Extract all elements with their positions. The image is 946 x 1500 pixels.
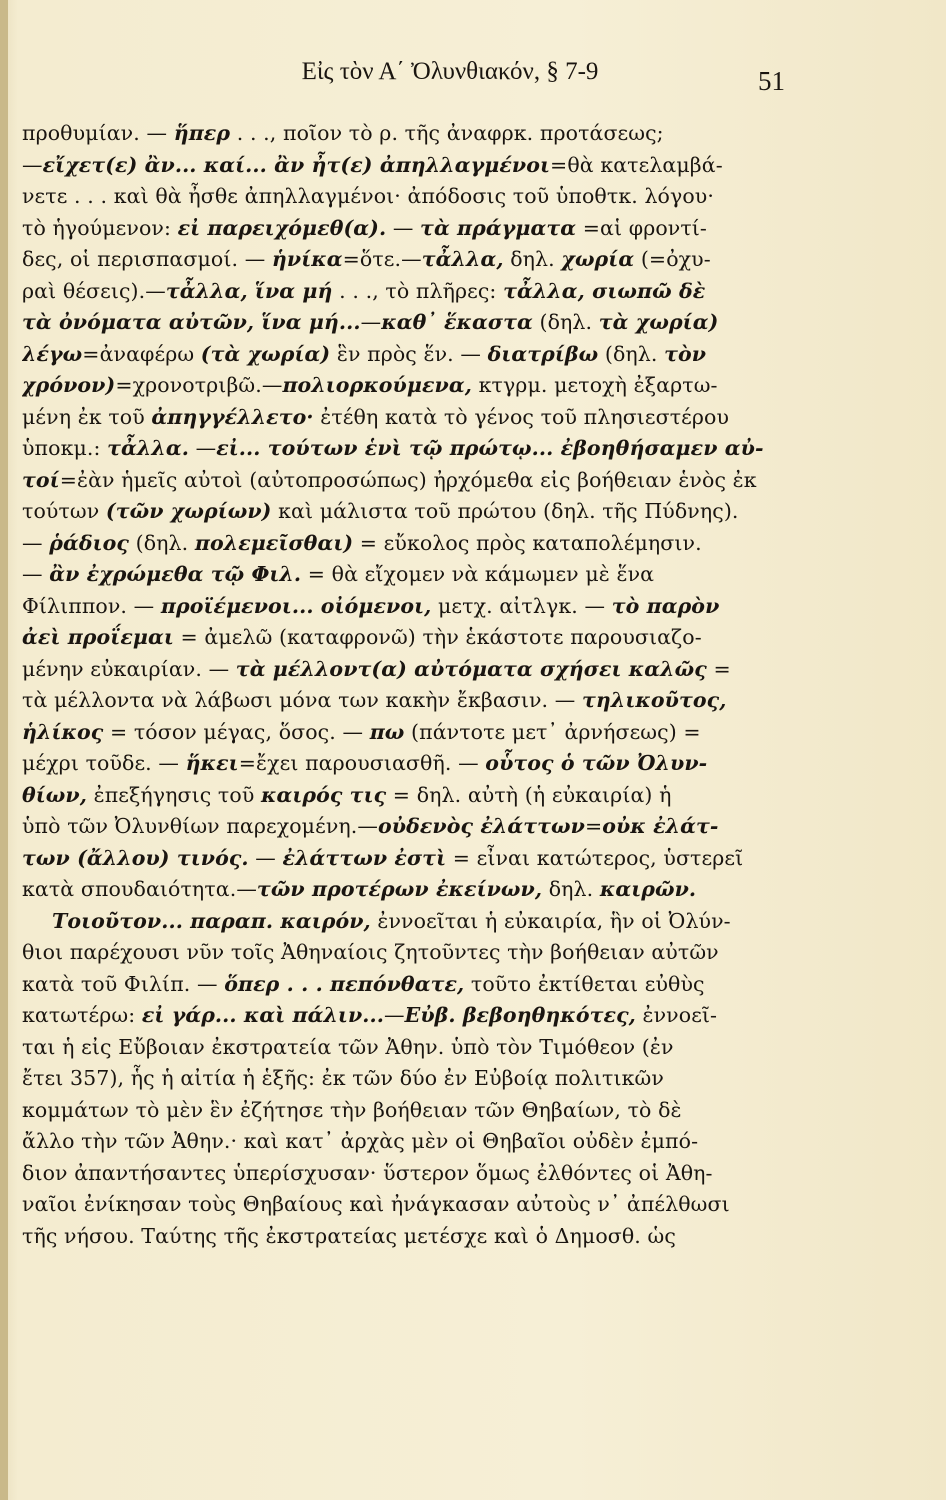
text-line <box>22 685 782 717</box>
lemma-text: πω <box>369 719 405 744</box>
gloss-text: μέχρι τοῦδε. — <box>22 751 186 775</box>
gloss-text: =ὅτε.— <box>342 247 422 271</box>
lemma-text: εἰ... τούτων ἑνὶ τῷ πρώτῳ... ἐβοηθήσαμεν αὐ- <box>216 436 764 460</box>
text-line <box>22 969 782 1001</box>
gloss-text: προθυμίαν. — <box>22 121 174 145</box>
text-line <box>22 496 782 528</box>
gloss-text: τὰ μέλλοντα νὰ λάβωσι μόνα των κακὴν ἔκβασιν. — <box>22 688 583 712</box>
gloss-text: (δηλ. <box>598 341 665 366</box>
lemma-text: ἥκει <box>185 751 239 775</box>
gloss-text: ναῖοι ἐνίκησαν τοὺς Θηβαίους καὶ ἠνάγκασαν αὐτοὺς ν᾽ ἀπέλθωσι <box>22 1192 730 1216</box>
gloss-text: ἔτει 357), ἧς ἡ αἰτία ἡ ἑξῆς: ἐκ τῶν δύο ἐν Εὐβοίᾳ πολιτικῶν <box>22 1066 664 1090</box>
text-line <box>22 1063 782 1095</box>
lemma-text: Εὐβ. βεβοηθηκότες, <box>404 1003 636 1027</box>
gloss-text: ται ἡ εἰς Εὔβοιαν ἐκστρατεία τῶν Ἀθην. ὑπὸ τὸν Τιμόθεον (ἐν <box>22 1034 674 1059</box>
text-line <box>22 433 782 465</box>
gloss-text: νετε . . . καὶ θὰ ἦσθε ἀπηλλαγμένοι· ἀπόδοσις τοῦ ὑποθτκ. λόγου· <box>22 184 714 208</box>
text-line <box>22 654 782 686</box>
gloss-text: δηλ. <box>503 247 562 271</box>
text-line <box>22 1095 782 1127</box>
lemma-text: ἡλίκος <box>22 719 104 744</box>
commentary-text <box>22 118 782 1252</box>
gloss-text: — <box>22 530 50 555</box>
gloss-text: ἄλλο τὴν τῶν Ἀθην.· καὶ κατ᾽ ἀρχὰς μὲν οἱ Θηβαῖοι οὐδὲν ἐμπό- <box>22 1129 699 1153</box>
gloss-text: =χρονοτριβῶ.— <box>115 373 283 397</box>
lemma-text: τἆλλα, ἵνα μή <box>165 278 333 303</box>
gloss-text: — <box>189 436 217 460</box>
lemma-text: τὰ μέλλοντ(α) αὐτόματα σχήσει καλῶς <box>235 656 707 681</box>
text-line <box>22 1221 782 1253</box>
lemma-text: ῥάδιος <box>49 530 129 555</box>
gloss-text: κατωτέρω: <box>22 1003 142 1027</box>
gloss-text: ὑποκμ.: <box>22 436 108 460</box>
text-line <box>22 1126 782 1158</box>
text-line <box>22 181 782 213</box>
gloss-text: δες, οἱ περισπασμοί. — <box>22 247 272 271</box>
gloss-text: μένη ἐκ τοῦ <box>22 404 152 429</box>
gloss-text: = δηλ. αὐτὴ (ἡ εὐκαιρία) ἡ <box>386 782 672 807</box>
gloss-text: . . ., ποῖον τὸ ρ. τῆς ἀναφρκ. προτάσεως; <box>230 121 664 145</box>
text-line <box>22 276 782 308</box>
lemma-text: τἆλλα. <box>107 436 189 460</box>
gloss-text: — <box>386 215 421 240</box>
text-line <box>22 622 782 654</box>
gloss-text: =αἱ φροντί- <box>576 215 707 240</box>
gloss-text: = ἀμελῶ (καταφρονῶ) τὴν ἑκάστοτε παρουσιαζο- <box>173 625 702 649</box>
lemma-text: καθ᾽ ἕκαστα <box>381 310 533 334</box>
gloss-text: (=ὀχυ- <box>634 247 711 271</box>
gloss-text: — <box>360 310 382 334</box>
gloss-text: ραὶ θέσεις).— <box>22 278 166 303</box>
lemma-text: τὰ ὀνόματα αὐτῶν, ἵνα μή... <box>22 310 361 334</box>
page-gutter-shadow <box>0 0 8 1500</box>
gloss-text: ἐπεξήγησις τοῦ <box>86 782 261 807</box>
gloss-text: = εὔκολος πρὸς καταπολέμησιν. <box>353 530 702 555</box>
gloss-text: τῆς νήσου. Ταύτης τῆς ἐκστρατείας μετέσχε καὶ ὁ Δημοσθ. ὡς <box>22 1223 676 1248</box>
lemma-text: ἂν ἐχρώμεθα τῷ Φιλ. <box>49 562 302 586</box>
text-line <box>22 748 782 780</box>
lemma-text: θίων, <box>22 782 87 807</box>
lemma-text: ἡνίκα <box>271 247 343 271</box>
gloss-text: μετχ. αἰτλγκ. — <box>431 593 612 618</box>
text-line <box>22 559 782 591</box>
gloss-text: . . ., τὸ πλῆρες: <box>332 278 504 303</box>
gloss-text: (δηλ. <box>532 310 599 334</box>
text-line <box>22 717 782 749</box>
lemma-text: ὅπερ . . . πεπόνθατε, <box>224 971 465 996</box>
lemma-text: (τὰ χωρία) <box>200 341 331 366</box>
text-line <box>22 591 782 623</box>
gloss-text: δηλ. <box>542 877 600 901</box>
gloss-text: θιοι παρέχουσι νῦν τοῖς Ἀθηναίοις ζητοῦντες τὴν βοήθειαν αὐτῶν <box>22 940 719 964</box>
text-line <box>22 150 782 182</box>
text-line <box>22 1158 782 1190</box>
lemma-text: εἴχετ(ε) ἂν... καί... ἂν ἦτ(ε) ἀπηλλαγμένοι <box>42 152 551 177</box>
text-line <box>22 528 782 560</box>
text-line <box>22 1189 782 1221</box>
gloss-text: τοῦτο ἐκτίθεται εὐθὺς <box>464 971 705 996</box>
text-line <box>22 937 782 969</box>
text-line <box>22 213 782 245</box>
gloss-text: — <box>22 152 43 177</box>
lemma-text: ἀεὶ προΐεμαι <box>22 625 174 649</box>
gloss-text: = <box>584 814 603 838</box>
gloss-text: κτγρμ. μετοχὴ ἐξαρτω- <box>471 373 718 397</box>
gloss-text: =ἀναφέρω <box>82 341 201 366</box>
lemma-text: των (ἄλλου) τινός. <box>22 845 249 870</box>
running-title: Εἰς τὸν Α΄ Ὀλυνθιακόν, § 7-9 <box>301 58 599 85</box>
gloss-text: μένην εὐκαιρίαν. — <box>22 656 236 681</box>
gloss-text: =ἐὰν ἡμεῖς αὐτοὶ (αὐτοπροσώπως) ἠρχόμεθα εἰς βοήθειαν ἑνὸς ἐκ <box>59 467 757 492</box>
text-line <box>22 780 782 812</box>
lemma-text: χωρία <box>561 247 635 271</box>
gloss-text: κατὰ σπουδαιότητα.— <box>22 877 257 901</box>
gloss-text: (πάντοτε μετ᾽ ἀρνήσεως) = <box>404 719 701 744</box>
page-number: 51 <box>758 66 785 96</box>
text-line <box>22 244 782 276</box>
text-line <box>22 1032 782 1064</box>
lemma-text: τὸ παρὸν <box>611 593 720 618</box>
gloss-text: ἐννοεῖ- <box>635 1003 718 1027</box>
text-line <box>22 118 782 150</box>
lemma-text: τηλικοῦτος, <box>582 688 727 712</box>
gloss-text: = τόσον μέγας, ὅσος. — <box>103 719 370 744</box>
lemma-text: οὐκ ἐλάτ- <box>602 814 719 838</box>
lemma-text: εἰ παρειχόμεθ(α). <box>177 215 387 240</box>
lemma-text: πολιορκούμενα, <box>282 373 472 397</box>
lemma-text: τἆλλα, σιωπῶ δὲ <box>503 278 706 303</box>
gloss-text: ἓν πρὸς ἕν. — <box>330 341 488 366</box>
lemma-text: λέγω <box>22 341 83 366</box>
gloss-text: ὑπὸ τῶν Ὀλυνθίων παρεχομένη.— <box>22 814 378 838</box>
text-line <box>22 307 782 339</box>
lemma-text: χρόνον) <box>22 373 116 397</box>
lemma-text: τὰ χωρία) <box>598 310 719 334</box>
lemma-text: εἰ γάρ... καὶ πάλιν... <box>141 1003 384 1027</box>
lemma-text: προϊέμενοι... οἰόμενοι, <box>160 593 432 618</box>
lemma-text: τἆλλα, <box>421 247 504 271</box>
lemma-text: (τῶν χωρίων) <box>105 499 272 523</box>
lemma-text: τὸν <box>664 341 707 366</box>
lemma-text: οὗτος ὁ τῶν Ὀλυν- <box>485 751 708 775</box>
lemma-text: οὐδενὸς ἐλάττων <box>377 814 585 838</box>
lemma-text: τοί <box>22 467 60 492</box>
text-line <box>22 370 782 402</box>
gloss-text: ἐννοεῖται ἡ εὐκαιρία, ἣν οἱ Ὀλύν- <box>370 908 731 933</box>
lemma-text: τὰ πράγματα <box>420 215 577 240</box>
text-line <box>22 906 782 938</box>
gloss-text: =θὰ κατελαμβά- <box>550 152 723 177</box>
lemma-text: καιρός τις <box>261 782 387 807</box>
lemma-text: ἐλάττων ἐστὶ <box>282 845 447 870</box>
gloss-text: τὸ ἡγούμενον: <box>22 215 178 240</box>
lemma-text: Τοιοῦτον... παραπ. καιρόν, <box>52 908 371 933</box>
gloss-text: καὶ μάλιστα τοῦ πρώτου (δηλ. τῆς Πύδνης). <box>271 499 739 523</box>
gloss-text: — <box>22 562 50 586</box>
text-line <box>22 465 782 497</box>
text-line <box>22 811 782 843</box>
gloss-text: = θὰ εἴχομεν νὰ κάμωμεν μὲ ἕνα <box>301 562 655 586</box>
lemma-text: πολεμεῖσθαι) <box>194 530 354 555</box>
text-line <box>22 843 782 875</box>
text-line <box>22 339 782 371</box>
lemma-text: ἀπηγγέλλετο· <box>151 404 314 429</box>
text-line <box>22 402 782 434</box>
lemma-text: διατρίβω <box>487 341 599 366</box>
gloss-text: ἐτέθη κατὰ τὸ γένος τοῦ πλησιεστέρου <box>313 404 730 429</box>
text-line <box>22 1000 782 1032</box>
gloss-text: = <box>706 656 731 681</box>
gloss-text: διον ἀπαντήσαντες ὑπερίσχυσαν· ὕστερον ὅμως ἐλθόντες οἱ Ἀθη- <box>22 1160 713 1185</box>
gloss-text: τούτων <box>22 499 106 523</box>
text-line <box>22 874 782 906</box>
lemma-text: καιρῶν. <box>599 877 697 901</box>
lemma-text: τῶν προτέρων ἐκείνων, <box>256 877 543 901</box>
lemma-text: ἥπερ <box>173 121 231 145</box>
page-header <box>0 58 946 98</box>
gloss-text: =ἔχει παρουσιασθῆ. — <box>238 751 486 775</box>
gloss-text: (δηλ. <box>128 530 195 555</box>
gloss-text: κατὰ τοῦ Φιλίπ. — <box>22 971 225 996</box>
gloss-text: κομμάτων τὸ μὲν ἓν ἐζήτησε τὴν βοήθειαν τῶν Θηβαίων, τὸ δὲ <box>22 1097 682 1122</box>
gloss-text: Φίλιππον. — <box>22 593 161 618</box>
gloss-text: = εἶναι κατώτερος, ὑστερεῖ <box>446 845 744 870</box>
gloss-text: — <box>248 845 283 870</box>
gloss-text: — <box>384 1003 405 1027</box>
